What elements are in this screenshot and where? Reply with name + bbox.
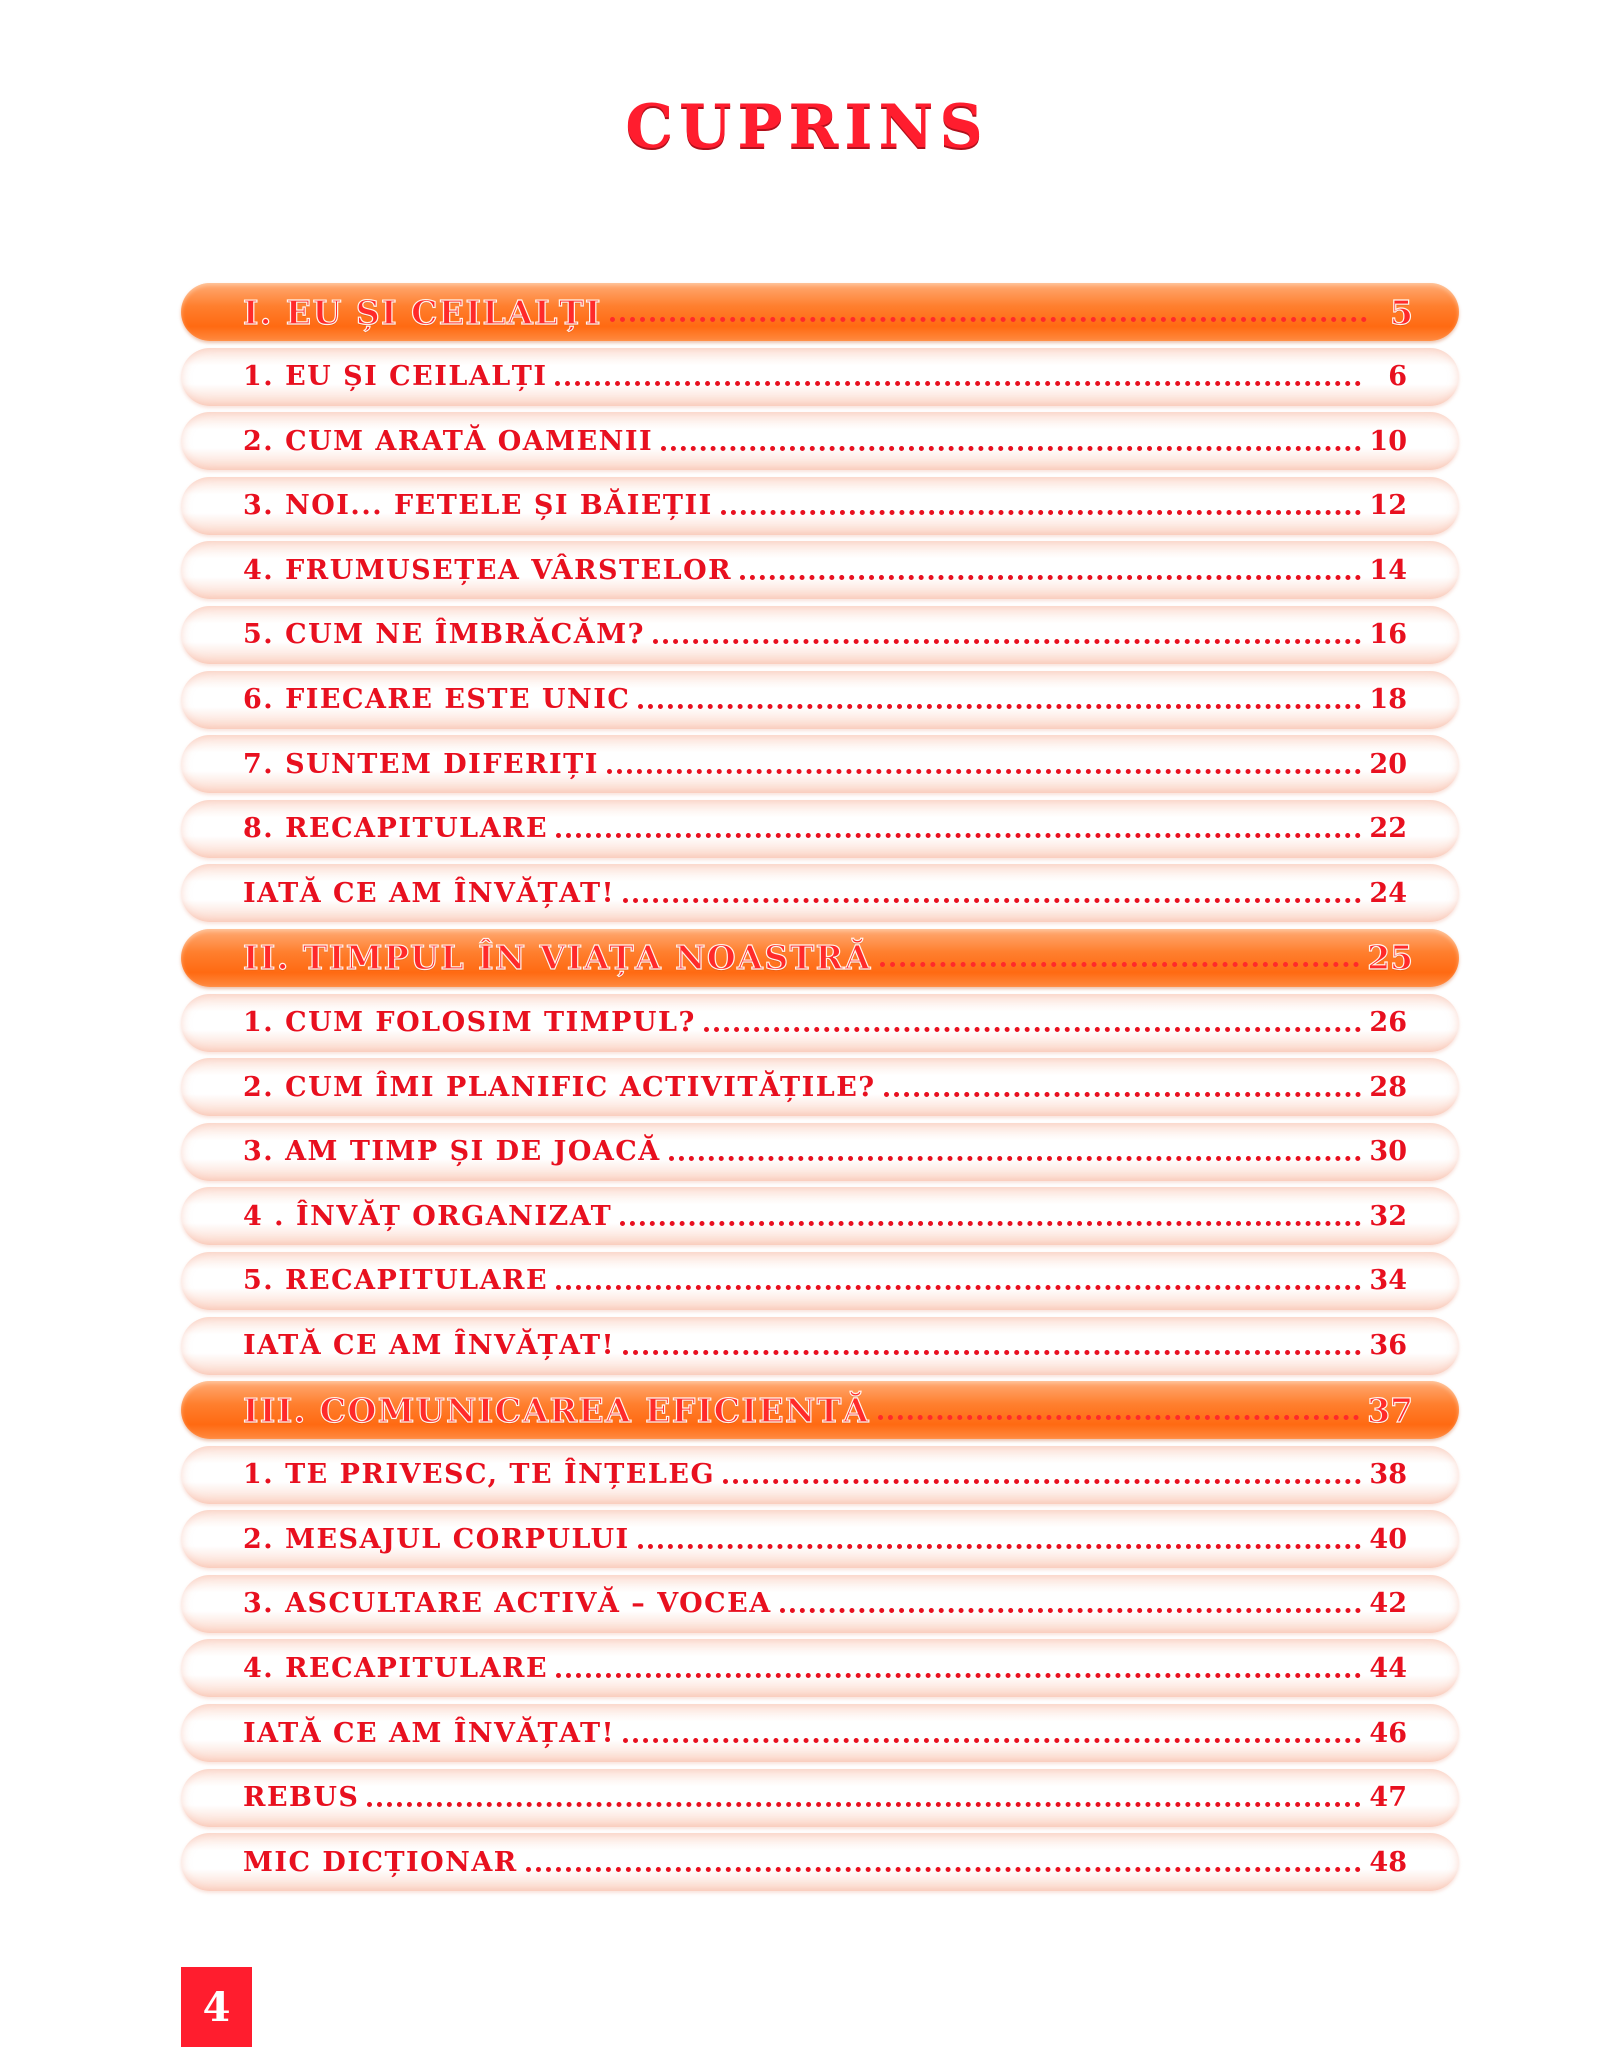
dot-leader xyxy=(620,1221,1361,1226)
table-of-contents xyxy=(181,283,1459,1898)
toc-page-number: 25 xyxy=(1367,938,1413,978)
toc-entry-row xyxy=(181,1446,1459,1504)
dot-leader xyxy=(623,898,1361,903)
toc-entry-row xyxy=(181,1575,1459,1633)
toc-entry-title: REBUS xyxy=(243,1782,360,1814)
toc-entry-title: 1. EU ȘI CEILALȚI xyxy=(243,361,548,393)
toc-page-number: 32 xyxy=(1369,1200,1407,1232)
toc-page-number: 44 xyxy=(1369,1652,1407,1684)
dot-leader xyxy=(638,1544,1361,1549)
toc-page-number: 48 xyxy=(1369,1846,1407,1878)
toc-entry-row xyxy=(181,994,1459,1052)
dot-leader xyxy=(555,381,1361,386)
dot-leader xyxy=(878,1415,1359,1420)
toc-entry-title: 2. CUM ARATĂ OAMENII xyxy=(243,425,654,457)
toc-entry-row xyxy=(181,412,1459,470)
toc-entry-row xyxy=(181,348,1459,406)
toc-page-number: 26 xyxy=(1369,1007,1407,1039)
toc-entry-title: 6. FIECARE ESTE UNIC xyxy=(243,684,631,716)
toc-page-number: 5 xyxy=(1390,292,1413,332)
toc-entry-title: 7. SUNTEM DIFERIȚI xyxy=(243,748,599,780)
toc-page-number: 10 xyxy=(1369,425,1407,457)
dot-leader xyxy=(653,639,1361,644)
toc-page-number: 34 xyxy=(1369,1265,1407,1297)
toc-entry-row xyxy=(181,1639,1459,1697)
toc-entry-title: 3. ASCULTARE ACTIVĂ – VOCEA xyxy=(243,1588,772,1620)
dot-leader xyxy=(526,1867,1361,1872)
dot-leader xyxy=(556,833,1361,838)
dot-leader xyxy=(880,962,1359,967)
toc-entry-row xyxy=(181,1769,1459,1827)
toc-section-row xyxy=(181,283,1459,341)
page-title: CUPRINS xyxy=(625,92,989,162)
toc-page-number: 40 xyxy=(1369,1523,1407,1555)
toc-entry-title: 4. FRUMUSEȚEA VÂRSTELOR xyxy=(243,554,733,586)
toc-page-number: 36 xyxy=(1369,1330,1407,1361)
toc-entry-row xyxy=(181,800,1459,858)
toc-entry-row xyxy=(181,1058,1459,1116)
dot-leader xyxy=(661,446,1361,451)
toc-entry-title: 2. MESAJUL CORPULUI xyxy=(243,1523,630,1555)
toc-entry-row xyxy=(181,1833,1459,1891)
toc-entry-title: 3. AM TIMP ȘI DE JOACĂ xyxy=(243,1136,661,1168)
page-number: 4 xyxy=(202,1983,231,2031)
toc-section-title: III. COMUNICAREA EFICIENTĂ xyxy=(243,1390,870,1430)
toc-page-number: 37 xyxy=(1367,1390,1413,1430)
toc-page-number: 22 xyxy=(1369,813,1407,845)
toc-entry-title: 8. RECAPITULARE xyxy=(243,813,549,845)
toc-section-title: I. EU ȘI CEILALȚI xyxy=(243,292,602,332)
toc-entry-row xyxy=(181,864,1459,922)
toc-entry-row xyxy=(181,1317,1459,1375)
dot-leader xyxy=(780,1608,1361,1613)
toc-entry-row xyxy=(181,735,1459,793)
toc-page-number: 24 xyxy=(1369,877,1407,909)
toc-entry-title: MIC DICȚIONAR xyxy=(243,1846,518,1878)
toc-page-number: 38 xyxy=(1369,1459,1407,1491)
toc-entry-row xyxy=(181,1123,1459,1181)
toc-entry-title: 1. TE PRIVESC, TE ÎNȚELEG xyxy=(243,1459,716,1491)
dot-leader xyxy=(723,1479,1361,1484)
toc-entry-title: 1. CUM FOLOSIM TIMPUL? xyxy=(243,1007,696,1039)
toc-entry-row xyxy=(181,1187,1459,1245)
toc-entry-row xyxy=(181,477,1459,535)
toc-page-number: 42 xyxy=(1369,1588,1407,1620)
dot-leader xyxy=(721,510,1361,515)
toc-page-number: 20 xyxy=(1369,748,1407,780)
toc-page-number: 46 xyxy=(1369,1717,1407,1749)
dot-leader xyxy=(610,317,1367,322)
toc-section-row xyxy=(181,1381,1459,1439)
toc-entry-title: 5. CUM NE ÎMBRĂCĂM? xyxy=(243,619,645,651)
dot-leader xyxy=(623,1350,1361,1355)
toc-section-title: II. TIMPUL ÎN VIAȚA NOASTRĂ xyxy=(243,938,872,978)
toc-page-number: 12 xyxy=(1369,490,1407,522)
toc-page-number: 28 xyxy=(1369,1071,1407,1103)
toc-entry-title: IATĂ CE AM ÎNVĂȚAT! xyxy=(243,1330,615,1361)
dot-leader xyxy=(884,1092,1361,1097)
toc-entry-row xyxy=(181,671,1459,729)
toc-entry-title: IATĂ CE AM ÎNVĂȚAT! xyxy=(243,877,615,909)
toc-page-number: 30 xyxy=(1369,1136,1407,1168)
toc-entry-title: 4 . ÎNVĂȚ ORGANIZAT xyxy=(243,1200,613,1232)
toc-entry-row xyxy=(181,1252,1459,1310)
toc-entry-row xyxy=(181,1510,1459,1568)
toc-section-row xyxy=(181,929,1459,987)
toc-entry-row xyxy=(181,1704,1459,1762)
dot-leader xyxy=(669,1156,1361,1161)
toc-page-number: 47 xyxy=(1369,1782,1407,1814)
toc-entry-row xyxy=(181,606,1459,664)
dot-leader xyxy=(638,704,1361,709)
toc-entry-title: IATĂ CE AM ÎNVĂȚAT! xyxy=(243,1717,615,1749)
page-number-box xyxy=(181,1967,252,2047)
toc-page-number: 14 xyxy=(1369,554,1407,586)
toc-page-number: 6 xyxy=(1388,361,1407,393)
dot-leader xyxy=(704,1027,1361,1032)
dot-leader xyxy=(740,575,1361,580)
toc-entry-title: 3. NOI... FETELE ȘI BĂIEȚII xyxy=(243,490,713,522)
dot-leader xyxy=(607,769,1361,774)
toc-page-number: 16 xyxy=(1369,619,1407,651)
toc-entry-row xyxy=(181,541,1459,599)
toc-page-number: 18 xyxy=(1369,684,1407,716)
dot-leader xyxy=(623,1738,1361,1743)
toc-entry-title: 2. CUM ÎMI PLANIFIC ACTIVITĂȚILE? xyxy=(243,1071,876,1103)
dot-leader xyxy=(556,1673,1361,1678)
toc-entry-title: 5. RECAPITULARE xyxy=(243,1265,549,1297)
toc-entry-title: 4. RECAPITULARE xyxy=(243,1652,549,1684)
dot-leader xyxy=(367,1802,1361,1807)
dot-leader xyxy=(556,1285,1361,1290)
